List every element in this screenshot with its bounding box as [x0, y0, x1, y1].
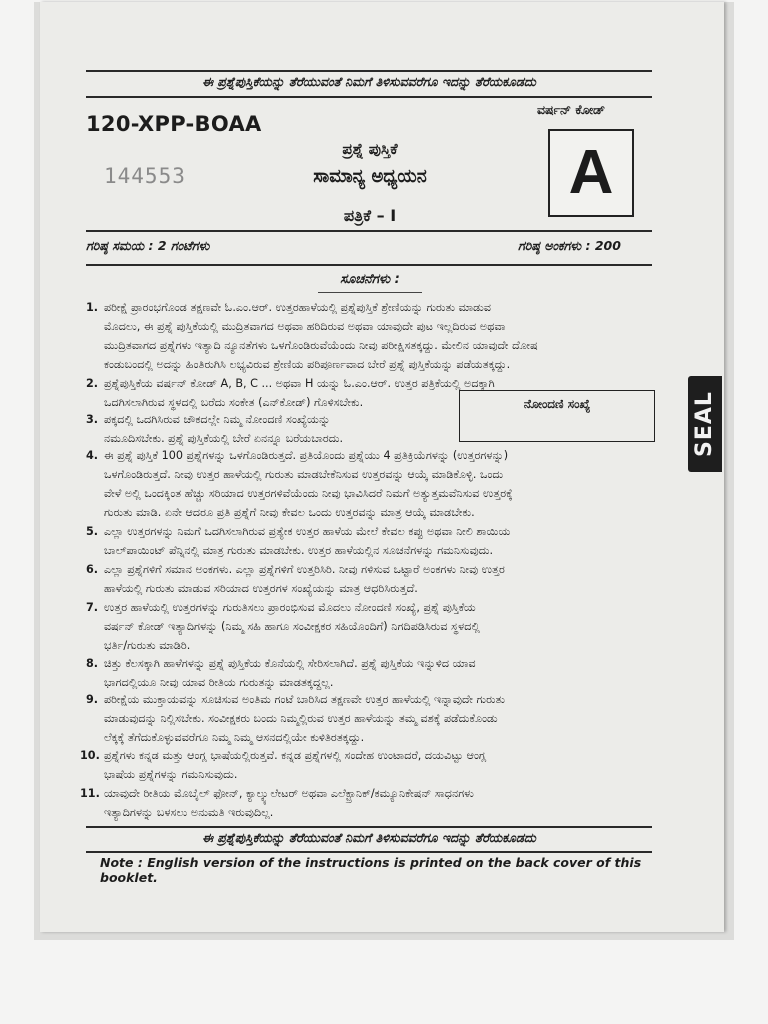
- heading-underline: [318, 292, 422, 293]
- instruction-number: 7.: [86, 601, 99, 614]
- instruction-line: ಮಾಡುವುದನ್ನು ನಿಲ್ಲಿಸಬೇಕು. ಸಂವೀಕ್ಷಕರು ಬಂದು ನಿಮ್ಮಲ್ಲಿರುವ ಉತ್ತರ ಹಾಳೆಯನ್ನು ತಮ್ಮ ವಶಕ್ಕೆ ಪಡೆದುಕೊಂಡು: [104, 712, 498, 725]
- bottom-warning-banner: ಈ ಪ್ರಶ್ನೆಪುಸ್ತಿಕೆಯನ್ನು ತೆರೆಯುವಂತೆ ನಿಮಗೆ ತಿಳಿಸುವವರೆಗೂ ಇದನ್ನು ತೆರೆಯಕೂಡದು: [202, 830, 536, 845]
- instruction-line: ಇತ್ಯಾದಿಗಳನ್ನು ಬಳಸಲು ಅನುಮತಿ ಇರುವುದಿಲ್ಲ.: [104, 806, 274, 819]
- instruction-line: ಲೆಕ್ಕಕ್ಕೆ ತೆಗೆದುಕೊಳ್ಳುವವರೆಗೂ ನಿಮ್ಮ ನಿಮ್ಮ ಆಸನದಲ್ಲಿಯೇ ಕುಳಿತಿರತಕ್ಕದ್ದು.: [104, 731, 365, 744]
- seal-tab: [688, 376, 722, 472]
- instruction-number: 4.: [86, 449, 99, 462]
- instruction-line: ಒಳಗೊಂಡಿರುತ್ತದೆ. ನೀವು ಉತ್ತರ ಹಾಳೆಯಲ್ಲಿ ಗುರುತು ಮಾಡಬೇಕೆನಿಸುವ ಉತ್ತರವನ್ನು ಆಯ್ಕೆ ಮಾಡಿಕೊಳ್ಳಿ. ಒಂದು: [104, 468, 504, 481]
- instructions-heading: ಸೂಚನೆಗಳು :: [340, 272, 400, 287]
- instruction-number: 2.: [86, 377, 99, 390]
- paper-title: ಪತ್ರಿಕೆ – I: [343, 206, 397, 225]
- instruction-line: ನಮೂದಿಸಬೇಕು. ಪ್ರಶ್ನೆ ಪುಸ್ತಿಕೆಯಲ್ಲಿ ಬೇರೆ ಏನನ್ನೂ ಬರೆಯಬಾರದು.: [104, 432, 344, 445]
- instruction-number: 8.: [86, 657, 99, 670]
- english-version-note: Note : English version of the instructions is printed on the back cover of this booklet.: [100, 855, 642, 885]
- instruction-line: ಚಿತ್ತು ಕೆಲಸಕ್ಕಾಗಿ ಹಾಳೆಗಳನ್ನು ಪ್ರಶ್ನೆ ಪುಸ್ತಿಕೆಯ ಕೊನೆಯಲ್ಲಿ ಸೇರಿಸಲಾಗಿದೆ. ಪ್ರಶ್ನೆ ಪುಸ್ತಿಕೆಯ ಇನ್ನುಳಿದ ಯಾವ: [104, 657, 476, 670]
- instruction-line: ಮುದ್ರಿತವಾಗದ ಪ್ರಶ್ನೆಗಳು ಇತ್ಯಾದಿ ನ್ಯೂನತೆಗಳು ಒಳಗೊಂಡಿರುವೆಯೆಂದು ನೀವು ಪರೀಕ್ಷಿಸತಕ್ಕದ್ದು. ಮೇಲಿನ ಯಾವುದೇ ದೋಷ: [104, 339, 538, 352]
- instruction-line: ವರ್ಷನ್ ಕೋಡ್ ಇತ್ಯಾದಿಗಳನ್ನು (ನಿಮ್ಮ ಸಹಿ ಹಾಗೂ ಸಂವೀಕ್ಷಕರ ಸಹಿಯೊಂದಿಗೆ) ನಿಗದಿಪಡಿಸಿರುವ ಸ್ಥಳದಲ್ಲಿ: [104, 620, 480, 633]
- instruction-line: ಪರೀಕ್ಷೆಯ ಮುಕ್ತಾಯವನ್ನು ಸೂಚಿಸುವ ಅಂತಿಮ ಗಂಟೆ ಬಾರಿಸಿದ ತಕ್ಷಣವೇ ಉತ್ತರ ಹಾಳೆಯಲ್ಲಿ ಇನ್ನಾವುದೇ ಗುರುತು: [104, 693, 506, 706]
- seal-label: SEAL: [692, 391, 717, 457]
- max-marks: ಗರಿಷ್ಠ ಅಂಕಗಳು : 200: [518, 238, 621, 253]
- top-rule-lower: [86, 96, 652, 98]
- instruction-line: ಪಕ್ಕದಲ್ಲಿ ಒದಗಿಸಿರುವ ಚೌಕದಲ್ಲೇ ನಿಮ್ಮ ನೋಂದಣಿ ಸಂಖ್ಯೆಯನ್ನು: [104, 413, 331, 426]
- instruction-line: ಮೊದಲು, ಈ ಪ್ರಶ್ನೆ ಪುಸ್ತಿಕೆಯಲ್ಲಿ ಮುದ್ರಿತವಾಗದ ಅಥವಾ ಹರಿದಿರುವ ಅಥವಾ ಯಾವುದೇ ಪುಟ ಇಲ್ಲದಿರುವ ಅಥವಾ: [104, 320, 506, 333]
- instruction-number: 9.: [86, 693, 99, 706]
- instruction-line: ಭಾಗದಲ್ಲಿಯೂ ನೀವು ಯಾವ ರೀತಿಯ ಗುರುತನ್ನು ಮಾಡತಕ್ಕದ್ದಲ್ಲ.: [104, 676, 334, 689]
- version-code-label: ವರ್ಷನ್ ಕೋಡ್: [537, 102, 606, 117]
- instruction-number: 10.: [80, 749, 100, 762]
- bottom-rule: [86, 826, 652, 828]
- instructions-rule: [86, 264, 652, 266]
- instruction-line: ಎಲ್ಲಾ ಉತ್ತರಗಳನ್ನು ನಿಮಗೆ ಒದಗಿಸಲಾಗಿರುವ ಪ್ರತ್ಯೇಕ ಉತ್ತರ ಹಾಳೆಯ ಮೇಲೆ ಕೇವಲ ಕಪ್ಪು ಅಥವಾ ನೀಲಿ ಶಾಯಿಯ: [104, 525, 511, 538]
- instruction-line: ಉತ್ತರ ಹಾಳೆಯಲ್ಲಿ ಉತ್ತರಗಳನ್ನು ಗುರುತಿಸಲು ಪ್ರಾರಂಭಿಸುವ ಮೊದಲು ನೋಂದಣಿ ಸಂಖ್ಯೆ, ಪ್ರಶ್ನೆ ಪುಸ್ತಿಕೆಯ: [104, 601, 476, 614]
- header-rule: [86, 230, 652, 232]
- instruction-number: 11.: [80, 787, 100, 800]
- instruction-line: ಕಂಡುಬಂದಲ್ಲಿ ಅದನ್ನು ಹಿಂತಿರುಗಿಸಿ ಲಭ್ಯವಿರುವ ಶ್ರೇಣಿಯ ಪರಿಪೂರ್ಣವಾದ ಬೇರೆ ಪ್ರಶ್ನೆ ಪುಸ್ತಿಕೆಯನ್ನು ಪಡೆಯತಕ್ಕದ್ದು.: [104, 358, 511, 371]
- bottom-rule-lower: [86, 851, 652, 853]
- instruction-line: ಗುರುತು ಮಾಡಿ. ಏನೇ ಆದರೂ ಪ್ರತಿ ಪ್ರಶ್ನೆಗೆ ನೀವು ಕೇವಲ ಒಂದು ಉತ್ತರವನ್ನು ಮಾತ್ರ ಆಯ್ಕೆ ಮಾಡಬೇಕು.: [104, 506, 475, 519]
- instruction-line: ಯಾವುದೇ ರೀತಿಯ ಮೊಬೈಲ್ ಫೋನ್, ಕ್ಯಾಲ್ಕ್ಯುಲೇಟರ್ ಅಥವಾ ಎಲೆಕ್ಟ್ರಾನಿಕ್/ಕಮ್ಯೂನಿಕೇಷನ್ ಸಾಧನಗಳು: [104, 787, 474, 800]
- instruction-number: 3.: [86, 413, 99, 426]
- booklet-title: ಪ್ರಶ್ನೆ ಪುಸ್ತಿಕೆ: [342, 140, 398, 158]
- instruction-line: ಭರ್ತಿ/ಗುರುತು ಮಾಡಿರಿ.: [104, 639, 191, 652]
- instruction-line: ಹಾಳೆಯಲ್ಲಿ ಗುರುತು ಮಾಡುವ ಸರಿಯಾದ ಉತ್ತರಗಳ ಸಂಖ್ಯೆಯನ್ನು ಮಾತ್ರ ಆಧರಿಸಿರುತ್ತದೆ.: [104, 582, 418, 595]
- top-warning-banner: ಈ ಪ್ರಶ್ನೆಪುಸ್ತಿಕೆಯನ್ನು ತೆರೆಯುವಂತೆ ನಿಮಗೆ ತಿಳಿಸುವವರೆಗೂ ಇದನ್ನು ತೆರೆಯಕೂಡದು: [202, 74, 536, 89]
- serial-number: 144553: [104, 164, 186, 188]
- instruction-line: ಪರೀಕ್ಷೆ ಪ್ರಾರಂಭಗೊಂಡ ತಕ್ಷಣವೇ ಓ.ಎಂ.ಆರ್. ಉತ್ತರಹಾಳೆಯಲ್ಲಿ ಪ್ರಶ್ನೆಪುಸ್ತಿಕೆ ಶ್ರೇಣಿಯನ್ನು ಗುರುತು ಮಾಡುವ: [104, 301, 492, 314]
- instruction-line: ವೇಳೆ ಅಲ್ಲಿ ಒಂದಕ್ಕಿಂತ ಹೆಚ್ಚು ಸರಿಯಾದ ಉತ್ತರಗಳಿವೆಯೆಂದು ನೀವು ಭಾವಿಸಿದರೆ ನಿಮಗೆ ಅತ್ಯುತ್ತಮವೆನಿಸುವ ಉತ್ತರಕ್ಕೆ: [104, 487, 513, 500]
- instruction-line: ಭಾಷೆಯ ಪ್ರಶ್ನೆಗಳನ್ನು ಗಮನಿಸುವುದು.: [104, 768, 238, 781]
- booklet-code: 120-XPP-BOAA: [86, 112, 262, 136]
- version-code-box: [548, 129, 634, 217]
- version-code-letter: A: [568, 138, 614, 207]
- instruction-line: ಪ್ರಶ್ನೆಗಳು ಕನ್ನಡ ಮತ್ತು ಆಂಗ್ಲ ಭಾಷೆಯಲ್ಲಿರುತ್ತವೆ. ಕನ್ನಡ ಪ್ರಶ್ನೆಗಳಲ್ಲಿ ಸಂದೇಹ ಉಂಟಾದರೆ, ದಯವಿಟ್ಟು ಆಂಗ್ಲ: [104, 749, 487, 762]
- instruction-line: ಬಾಲ್‌ಪಾಯಿಂಟ್ ಪೆನ್ನಿನಲ್ಲಿ ಮಾತ್ರ ಗುರುತು ಮಾಡಬೇಕು. ಉತ್ತರ ಹಾಳೆಯಲ್ಲಿನ ಸೂಚನೆಗಳನ್ನು ಗಮನಿಸುವುದು.: [104, 544, 494, 557]
- instruction-number: 1.: [86, 301, 99, 314]
- subject-title: ಸಾಮಾನ್ಯ ಅಧ್ಯಯನ: [313, 166, 427, 187]
- top-rule: [86, 70, 652, 72]
- instruction-line: ಒದಗಿಸಲಾಗಿರುವ ಸ್ಥಳದಲ್ಲಿ ಬರೆದು ಸಂಕೇತ (ಎನ್‌ಕೋಡ್) ಗೊಳಿಸಬೇಕು.: [104, 396, 364, 409]
- registration-number-label: ನೋಂದಣಿ ಸಂಖ್ಯೆ: [523, 397, 591, 411]
- instruction-line: ಈ ಪ್ರಶ್ನೆ ಪುಸ್ತಿಕೆ 100 ಪ್ರಶ್ನೆಗಳನ್ನು ಒಳಗೊಂಡಿರುತ್ತದೆ. ಪ್ರತಿಯೊಂದು ಪ್ರಶ್ನೆಯು 4 ಪ್ರತಿಕ್ರಿಯೆಗಳನ್ನು (ಉತ್ತರಗಳನ್ನು): [104, 449, 509, 462]
- instruction-number: 5.: [86, 525, 99, 538]
- instruction-line: ಎಲ್ಲಾ ಪ್ರಶ್ನೆಗಳಿಗೆ ಸಮಾನ ಅಂಕಗಳು. ಎಲ್ಲಾ ಪ್ರಶ್ನೆಗಳಿಗೆ ಉತ್ತರಿಸಿರಿ. ನೀವು ಗಳಿಸುವ ಒಟ್ಟಾರೆ ಅಂಕಗಳು ನೀವು ಉತ್ತರ: [104, 563, 505, 576]
- max-time: ಗರಿಷ್ಠ ಸಮಯ : 2 ಗಂಟೆಗಳು: [86, 238, 210, 253]
- instruction-number: 6.: [86, 563, 99, 576]
- instruction-line: ಪ್ರಶ್ನೆಪುಸ್ತಿಕೆಯ ವರ್ಷನ್ ಕೋಡ್ A, B, C ... ಅಥವಾ H ಯನ್ನು ಓ.ಎಂ.ಆರ್. ಉತ್ತರ ಪತ್ರಿಕೆಯಲ್ಲಿ ಅದಕ್ಕಾಗಿ: [104, 377, 495, 390]
